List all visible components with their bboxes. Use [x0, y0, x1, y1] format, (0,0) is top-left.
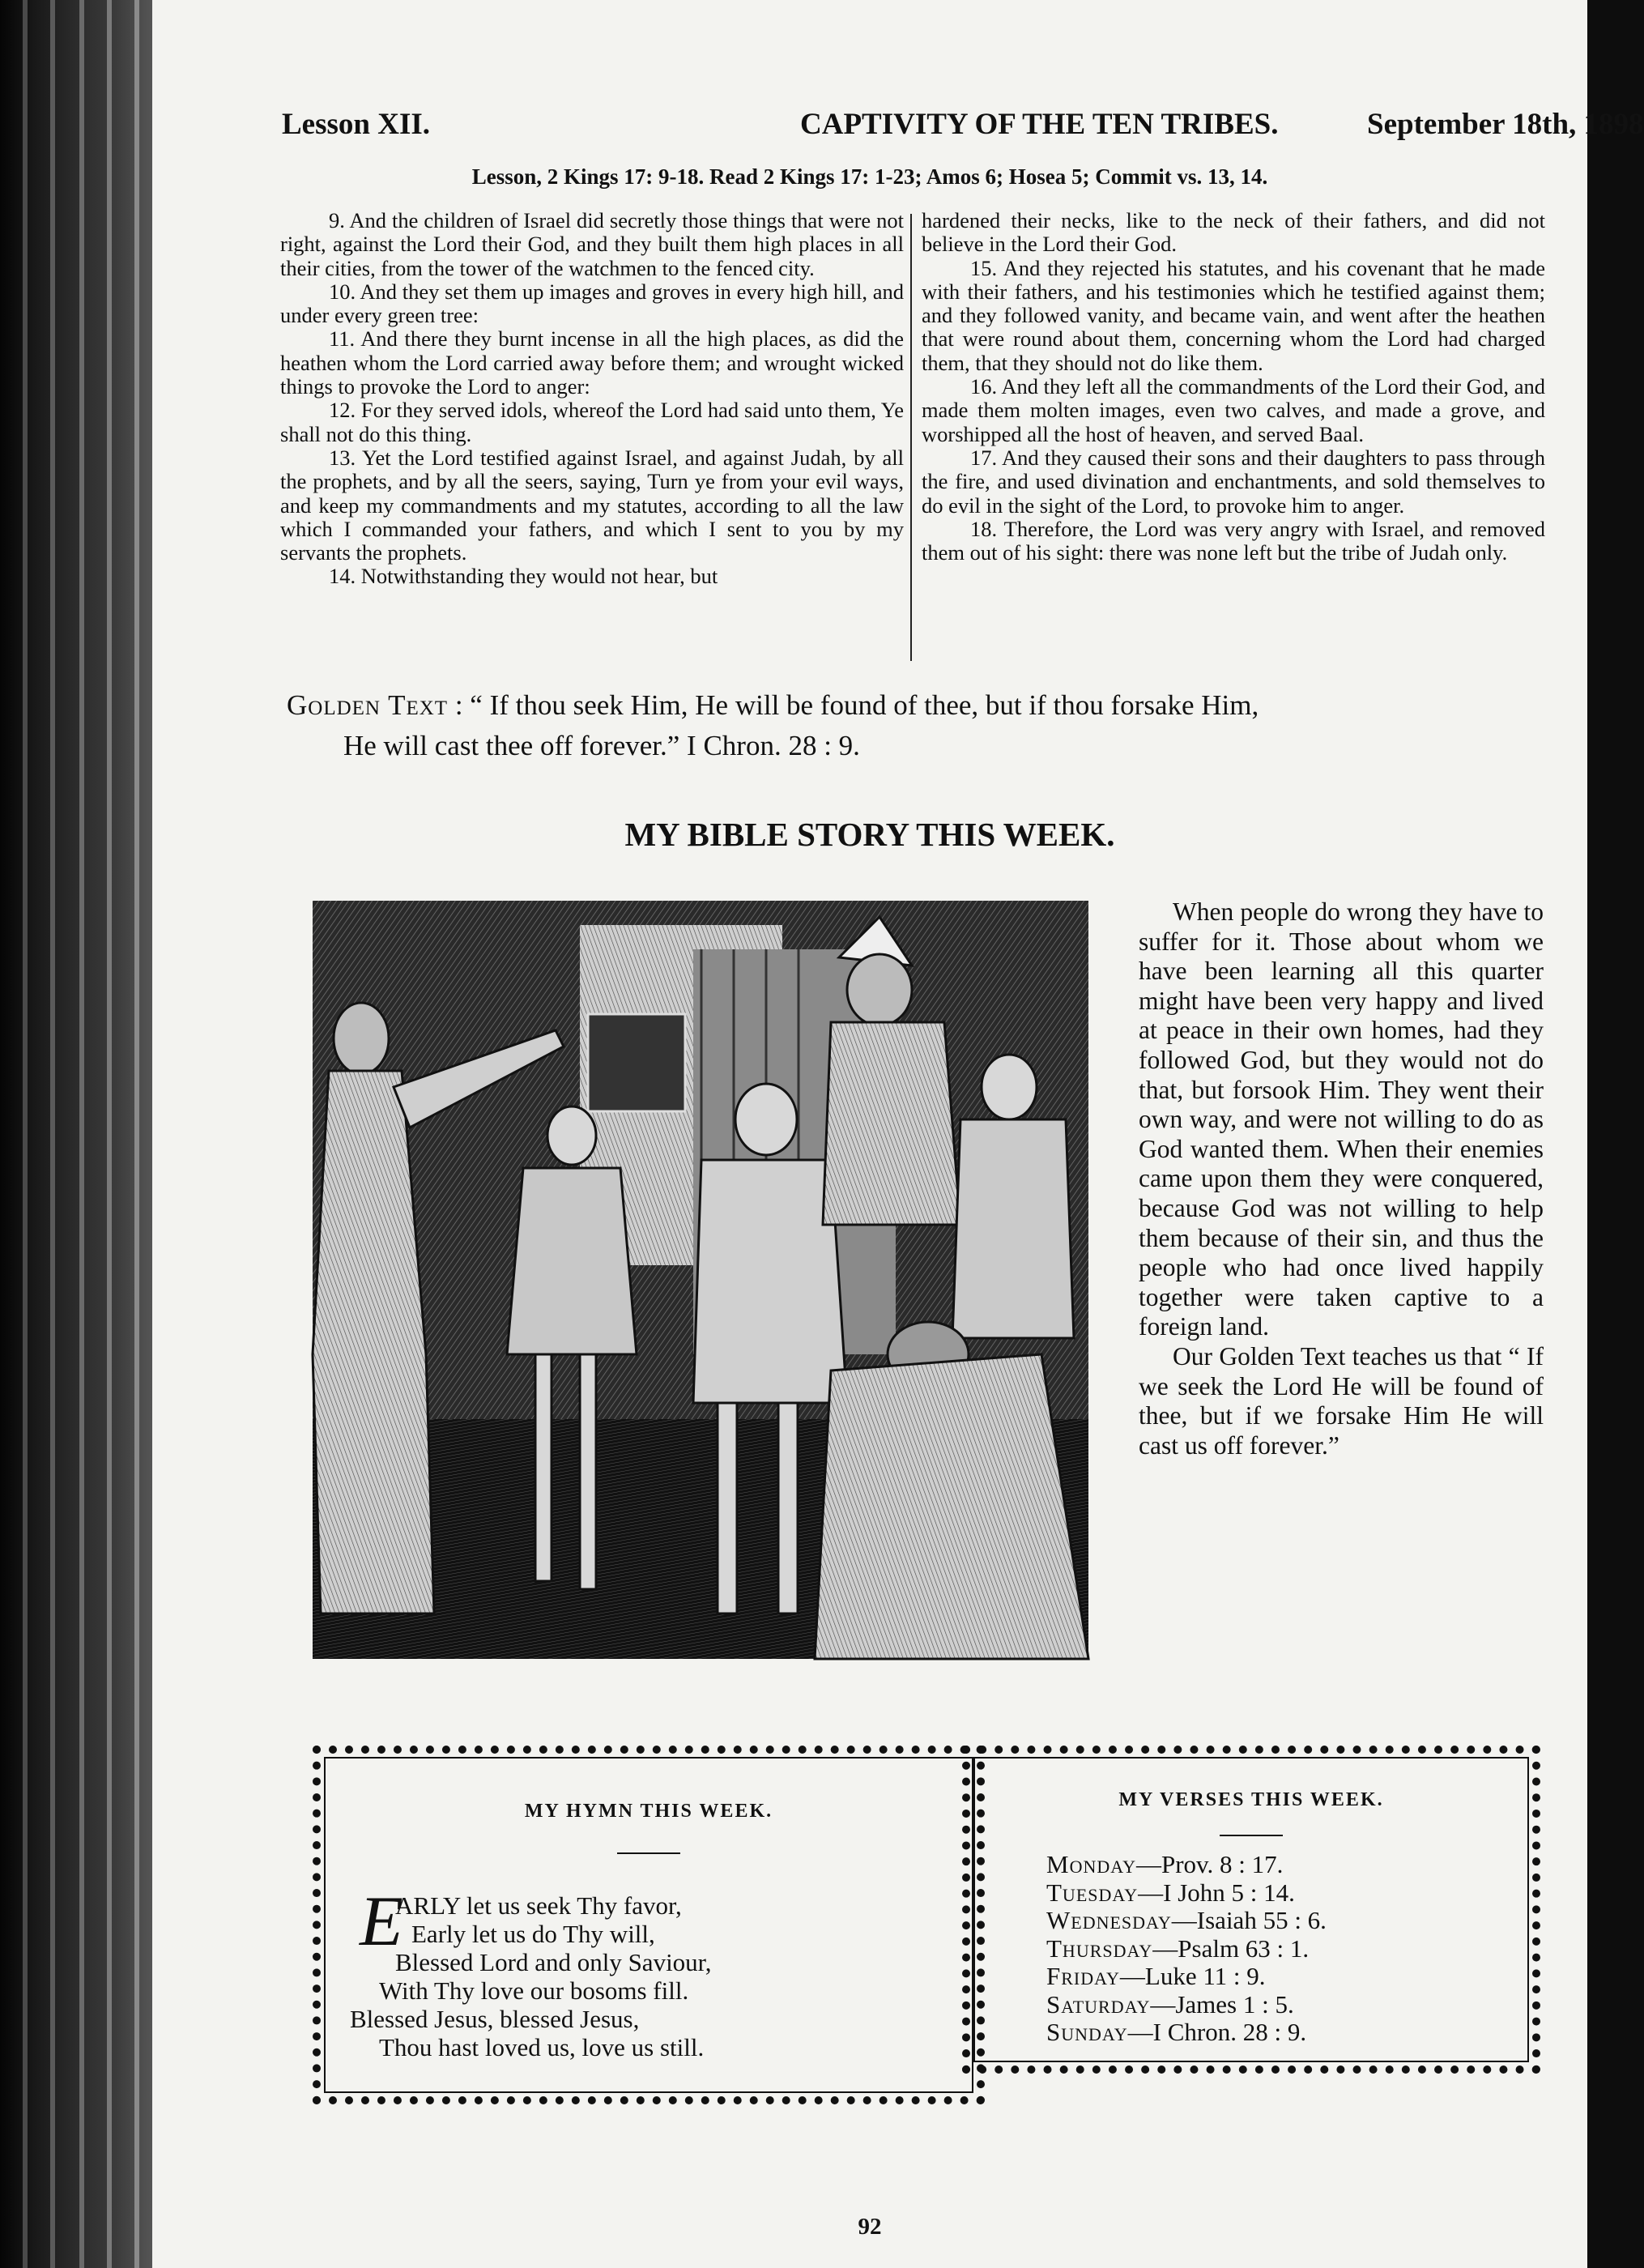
- scripture-verse: 18. Therefore, the Lord was very angry with Israel, and removed them out of his sight: there was none left but the tribe of Judah only.: [922, 516, 1545, 565]
- story-paragraph: Our Golden Text teaches us that “ If we seek the Lord He will be found of thee, but if we forsake Him He will cast us off forever.”: [1139, 1341, 1544, 1460]
- page-edge: [23, 0, 28, 2268]
- lesson-references: Lesson, 2 Kings 17: 9-18. Read 2 Kings 17: 1-23; Amos 6; Hosea 5; Commit vs. 13, 14.: [471, 164, 1268, 189]
- scripture-verse: 17. And they caused their sons and their daughters to pass through the fire, and used divination and enchantments, and sold themselves to do evil in the sight of the Lord, to provoke him to anger.: [922, 445, 1545, 518]
- page-number: 92: [858, 2214, 882, 2240]
- golden-text-label: Golden Text: [287, 689, 449, 721]
- golden-text: [287, 685, 1574, 766]
- verse-item: Sunday—I Chron. 28 : 9.: [1046, 2018, 1307, 2046]
- page-edge: [50, 0, 55, 2268]
- page-edge: [134, 0, 139, 2268]
- scripture-verse: 9. And the children of Israel did secretly those things that were not right, against the Lord their God, and they built them high places in all their cities, from the tower of the watchmen to the fenced city.: [280, 208, 904, 280]
- verse-item: Monday—Prov. 8 : 17.: [1046, 1850, 1284, 1878]
- engraving-illustration: [313, 901, 1088, 1659]
- running-header: [282, 107, 1644, 147]
- story-paragraph: When people do wrong they have to suffer for it. Those about whom we have been learning all this quarter might have been very happy and lived at peace in their own homes, had they followed God, but they would not do that, but forsook Him. They went their own way, and were not willing to do as God wanted them. When their enemies came upon them they were conquered, because God was not willing to help them because of their sin, and thus the people who had once lived happily together were taken captive to a foreign land.: [1139, 897, 1544, 1341]
- story-text: [1139, 897, 1544, 1460]
- verse-item: Wednesday—Isaiah 55 : 6.: [1046, 1906, 1327, 1934]
- verses-title: MY VERSES THIS WEEK.: [1118, 1789, 1384, 1810]
- scripture-verse: 14. Notwithstanding they would not hear, but: [329, 564, 718, 589]
- lesson-date: September 18th, 1898: [1367, 108, 1644, 141]
- daily-verses-box: [962, 1746, 1540, 2074]
- page-edge: [107, 0, 112, 2268]
- scripture-verse: hardened their necks, like to the neck of their fathers, and did not believe in the Lord their God.: [922, 208, 1545, 257]
- scripture-verse: 15. And they rejected his statutes, and his covenant that he made with their fathers, and his testimonies which he testified against them; and they followed vanity, and became vain, and went after the heathen that were round about them, concerning whom the Lord had charged them, that they should not do like them.: [922, 255, 1545, 375]
- hymn-verse: [345, 1882, 952, 2061]
- title-rule: [1220, 1835, 1283, 1836]
- hymn-line: Blessed Jesus, blessed Jesus,: [350, 2005, 640, 2033]
- scripture-verse: 12. For they served idols, whereof the Lord had said unto them, Ye shall not do this thing.: [280, 398, 904, 446]
- book-binding: [0, 0, 152, 2268]
- book-page: [152, 0, 1644, 2268]
- golden-text-line1: : “ If thou seek Him, He will be found of thee, but if thou forsake Him,: [454, 689, 1259, 721]
- hymn-line: With Thy love our bosoms fill.: [379, 1976, 689, 2005]
- verse-item: Tuesday—I John 5 : 14.: [1046, 1878, 1295, 1907]
- scripture-column-left: [280, 209, 904, 589]
- scripture-verse: 11. And there they burnt incense in all the high places, as did the heathen whom the Lord carried away before them; and wrought wicked things to provoke the Lord to anger:: [280, 326, 904, 399]
- story-heading: MY BIBLE STORY THIS WEEK.: [624, 816, 1115, 853]
- verse-item: Friday—Luke 11 : 9.: [1046, 1962, 1266, 1990]
- golden-text-line2: He will cast thee off forever.” I Chron. 28 : 9.: [343, 730, 860, 761]
- hymn-box: [313, 1746, 985, 2104]
- hymn-line: Blessed Lord and only Saviour,: [395, 1948, 712, 1976]
- title-rule: [617, 1852, 680, 1854]
- verse-item: Saturday—James 1 : 5.: [1046, 1989, 1294, 2019]
- lesson-title: CAPTIVITY OF THE TEN TRIBES.: [800, 108, 1279, 141]
- verse-item: Thursday—Psalm 63 : 1.: [1046, 1933, 1310, 1963]
- scripture-verse: 16. And they left all the commandments of the Lord their God, and made them molten images, even two calves, and made a grove, and worshipped all the host of heaven, and served Baal.: [922, 374, 1545, 446]
- scripture-verse: 10. And they set them up images and groves in every high hill, and under every green tree:: [280, 279, 904, 328]
- hymn-line: ARLY let us seek Thy favor,: [395, 1891, 682, 1920]
- scripture-column-right: [922, 209, 1545, 565]
- hymn-dropcap: E: [360, 1882, 403, 1961]
- hymn-line: Early let us do Thy will,: [411, 1920, 655, 1948]
- page-edge: [79, 0, 84, 2268]
- verses-list: [1046, 1851, 1327, 2047]
- column-divider: [910, 214, 912, 661]
- lesson-number: Lesson XII.: [282, 108, 430, 141]
- scripture-verse: 13. Yet the Lord testified against Israel, and against Judah, by all the prophets, and by all the seers, saying, Turn ye from your evil ways, and keep my commandments and my statutes, according to all the law which I commanded your fathers, and which I sent to you by my servants the prophets.: [280, 445, 904, 565]
- hymn-title: MY HYMN THIS WEEK.: [524, 1801, 773, 1822]
- hymn-line: Thou hast loved us, love us still.: [379, 2033, 705, 2061]
